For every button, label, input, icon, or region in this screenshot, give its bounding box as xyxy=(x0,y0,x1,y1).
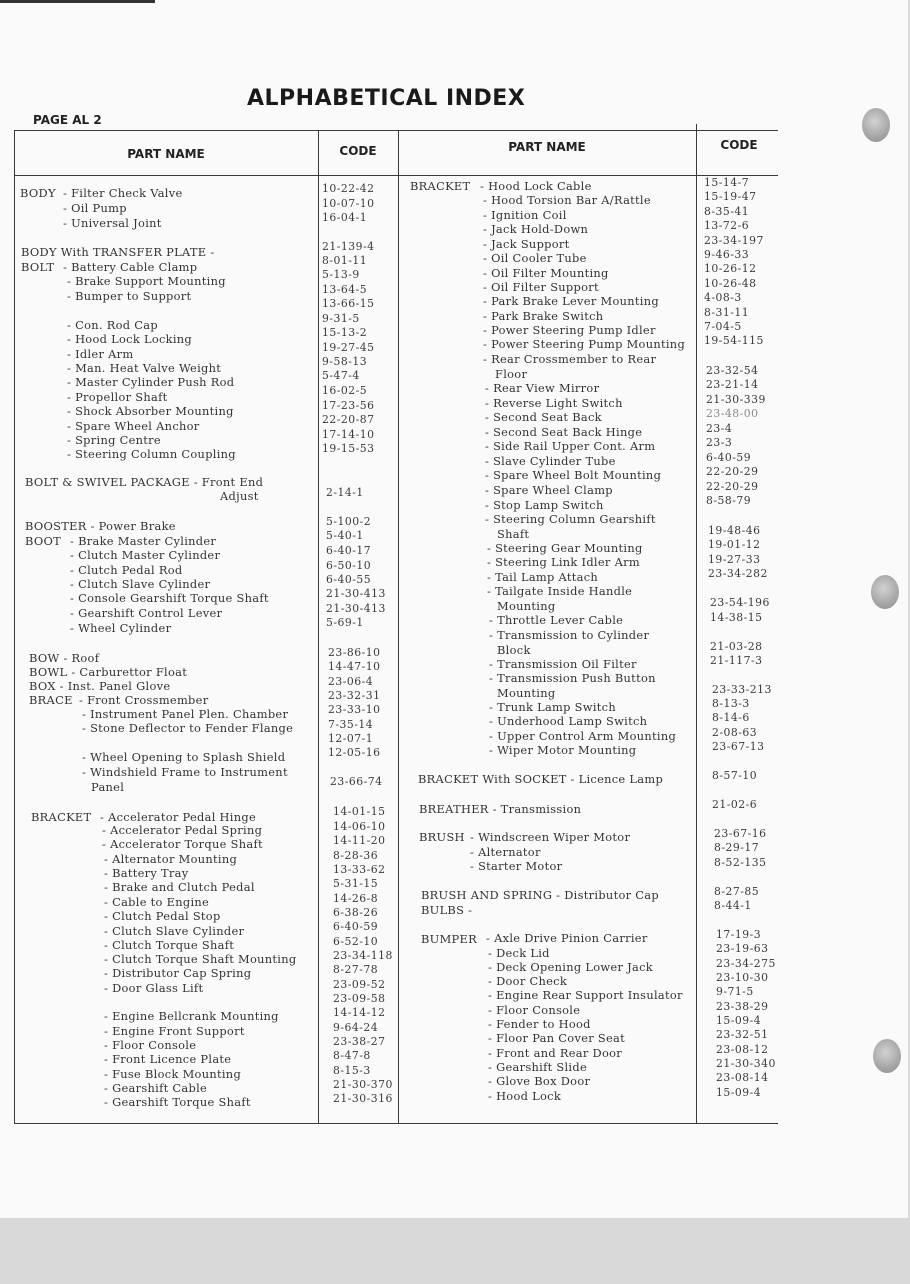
index-code: 2-08-63 xyxy=(712,726,758,739)
index-entry-text: - Spare Wheel Bolt Mounting xyxy=(485,468,662,482)
index-code: 17-19-3 xyxy=(716,928,762,941)
index-entry-text: - Shock Absorber Mounting xyxy=(67,404,234,418)
index-code: 19-27-33 xyxy=(708,553,761,566)
index-entry-text: - Filter Check Valve xyxy=(63,186,183,200)
index-code: 21-30-316 xyxy=(333,1092,393,1105)
index-entry-text: - Wheel Cylinder xyxy=(70,621,172,635)
index-entry-text: - Oil Pump xyxy=(63,201,127,215)
index-code: 14-47-10 xyxy=(328,660,381,673)
index-entry-text: - Power Steering Pump Idler xyxy=(483,323,656,337)
index-code: 21-30-413 xyxy=(326,587,386,600)
index-code: 13-33-62 xyxy=(333,863,386,876)
index-code: 23-38-29 xyxy=(716,1000,769,1013)
index-code: 23-08-12 xyxy=(716,1043,769,1056)
index-code: 23-4 xyxy=(706,422,733,435)
index-entry-text: - Clutch Torque Shaft Mounting xyxy=(104,952,297,966)
index-entry-text: - Jack Support xyxy=(483,237,570,251)
index-code: 21-117-3 xyxy=(710,654,763,667)
index-code: 23-38-27 xyxy=(333,1035,386,1048)
index-entry-text: Adjust xyxy=(220,489,259,503)
index-code: 10-22-42 xyxy=(322,182,375,195)
index-entry-text: - Brake and Clutch Pedal xyxy=(104,880,255,894)
index-code: 23-34-282 xyxy=(708,567,768,580)
index-code: 14-14-12 xyxy=(333,1006,386,1019)
page-title: ALPHABETICAL INDEX xyxy=(247,86,526,111)
index-entry-text: - Throttle Lever Cable xyxy=(489,613,624,627)
index-code: 8-28-36 xyxy=(333,849,379,862)
index-entry-text: BRUSH xyxy=(419,830,465,844)
index-code: 19-27-45 xyxy=(322,341,375,354)
index-code: 8-44-1 xyxy=(714,899,752,912)
index-entry-text: - Idler Arm xyxy=(67,347,134,361)
index-entry-text: - Second Seat Back Hinge xyxy=(485,425,643,439)
index-code: 23-32-51 xyxy=(716,1028,769,1041)
index-entry-text: - Man. Heat Valve Weight xyxy=(67,361,222,375)
index-entry-text: - Deck Lid xyxy=(488,946,550,960)
index-code: 14-38-15 xyxy=(710,611,763,624)
index-entry-text: - Spring Centre xyxy=(67,433,161,447)
index-code: 23-86-10 xyxy=(328,646,381,659)
index-entry-text: - Engine Front Support xyxy=(104,1024,245,1038)
index-entry-text: - Steering Column Gearshift xyxy=(485,512,656,526)
index-entry-text: - Fuse Block Mounting xyxy=(104,1067,242,1081)
index-entry-text: - Alternator xyxy=(470,845,541,859)
header-code-left: CODE xyxy=(339,144,377,158)
index-code: 13-66-15 xyxy=(322,297,375,310)
index-code: 8-47-8 xyxy=(333,1049,371,1062)
punch-hole xyxy=(862,108,890,142)
left-border xyxy=(14,130,15,1123)
index-entry-text: Floor xyxy=(495,367,528,381)
index-entry-text: - Deck Opening Lower Jack xyxy=(488,960,653,974)
index-entry-text: - Floor Console xyxy=(488,1003,581,1017)
index-entry-text: BUMPER xyxy=(421,932,477,946)
index-code: 13-72-6 xyxy=(704,219,750,232)
index-entry-text: BOX - Inst. Panel Glove xyxy=(29,679,171,693)
index-entry-text: - Spare Wheel Clamp xyxy=(485,483,613,497)
index-entry-text: Shaft xyxy=(497,527,530,541)
index-entry-text: BREATHER - Transmission xyxy=(419,802,582,816)
index-code: 9-71-5 xyxy=(716,985,754,998)
index-entry-text: BODY xyxy=(20,186,56,200)
index-entry-text: - Slave Cylinder Tube xyxy=(485,454,616,468)
index-code: 22-20-29 xyxy=(706,480,759,493)
index-entry-text: Panel xyxy=(91,780,125,794)
punch-hole xyxy=(873,1039,901,1073)
index-code: 8-01-11 xyxy=(322,254,368,267)
index-entry-text: - Gearshift Torque Shaft xyxy=(104,1095,251,1109)
index-entry-text: - Rear View Mirror xyxy=(485,381,600,395)
index-entry-text: - Stone Deflector to Fender Flange xyxy=(82,721,294,735)
index-code: 8-14-6 xyxy=(712,711,750,724)
index-code: 10-07-10 xyxy=(322,197,375,210)
index-entry-text: - Universal Joint xyxy=(63,216,162,230)
table-bottom-rule xyxy=(14,1123,778,1124)
index-code: 4-08-3 xyxy=(704,291,742,304)
index-code: 23-33-10 xyxy=(328,703,381,716)
index-entry-text: - Stop Lamp Switch xyxy=(485,498,604,512)
index-entry-text: - Transmission Push Button xyxy=(489,671,656,685)
index-code: 15-13-2 xyxy=(322,326,368,339)
index-code: 12-07-1 xyxy=(328,732,374,745)
index-code: 6-40-55 xyxy=(326,573,372,586)
index-code: 8-57-10 xyxy=(712,769,758,782)
index-entry-text: - Jack Hold-Down xyxy=(483,222,589,236)
index-entry-text: - Park Brake Switch xyxy=(483,309,604,323)
index-entry-text: - Gearshift Control Lever xyxy=(70,606,223,620)
index-entry-text: - Clutch Slave Cylinder xyxy=(70,577,211,591)
index-code: 21-30-339 xyxy=(706,393,766,406)
index-code: 8-35-41 xyxy=(704,205,750,218)
punch-hole xyxy=(871,575,899,609)
index-entry-text: - Con. Rod Cap xyxy=(67,318,158,332)
index-entry-text: Block xyxy=(497,643,531,657)
index-code: 23-19-63 xyxy=(716,942,769,955)
index-code: 21-139-4 xyxy=(322,240,375,253)
index-code: 2-14-1 xyxy=(326,486,364,499)
index-entry-text: - Wheel Opening to Splash Shield xyxy=(82,750,286,764)
index-code: 19-48-46 xyxy=(708,524,761,537)
index-entry-text: - Alternator Mounting xyxy=(104,852,238,866)
index-code: 5-31-15 xyxy=(333,877,379,890)
index-entry-text: - Battery Tray xyxy=(104,866,189,880)
index-code: 19-01-12 xyxy=(708,538,761,551)
index-code: 21-30-413 xyxy=(326,602,386,615)
index-entry-text: - Side Rail Upper Cont. Arm xyxy=(485,439,656,453)
index-code: 8-15-3 xyxy=(333,1064,371,1077)
index-code: 16-02-5 xyxy=(322,384,368,397)
index-entry-text: - Upper Control Arm Mounting xyxy=(489,729,677,743)
index-code: 23-09-52 xyxy=(333,978,386,991)
index-entry-text: - Clutch Master Cylinder xyxy=(70,548,221,562)
index-entry-text: - Starter Motor xyxy=(470,859,563,873)
index-code: 22-20-29 xyxy=(706,465,759,478)
index-entry-text: - Park Brake Lever Mounting xyxy=(483,294,659,308)
index-code: 14-01-15 xyxy=(333,805,386,818)
index-entry-text: - Spare Wheel Anchor xyxy=(67,419,200,433)
index-entry-text: - Bumper to Support xyxy=(67,289,192,303)
index-entry-text: - Distributor Cap Spring xyxy=(104,966,252,980)
right-code-divider xyxy=(696,124,697,1123)
index-code: 5-47-4 xyxy=(322,369,360,382)
index-code: 6-40-59 xyxy=(333,920,379,933)
index-entry-text: - Front and Rear Door xyxy=(488,1046,623,1060)
top-edge-mark xyxy=(0,0,155,3)
index-code: 23-08-14 xyxy=(716,1071,769,1084)
index-code: 5-100-2 xyxy=(326,515,372,528)
index-code: 8-27-85 xyxy=(714,885,760,898)
index-entry-text: - Steering Column Coupling xyxy=(67,447,236,461)
index-entry-text: BOLT xyxy=(21,260,55,274)
index-entry-text: - Second Seat Back xyxy=(485,410,602,424)
index-entry-text: - Underhood Lamp Switch xyxy=(489,714,648,728)
index-entry-text: BOWL - Carburettor Float xyxy=(29,665,188,679)
index-entry-text: - Engine Rear Support Insulator xyxy=(488,988,683,1002)
index-code: 15-09-4 xyxy=(716,1086,762,1099)
index-entry-text: - Transmission to Cylinder xyxy=(489,628,650,642)
index-code: 7-04-5 xyxy=(704,320,742,333)
index-code: 23-09-58 xyxy=(333,992,386,1005)
index-code: 23-66-74 xyxy=(330,775,383,788)
index-code: 9-46-33 xyxy=(704,248,750,261)
index-entry-text: - Accelerator Pedal Spring xyxy=(102,823,263,837)
index-code: 19-15-53 xyxy=(322,442,375,455)
index-entry-text: - Hood Lock Cable xyxy=(480,179,592,193)
index-code: 6-40-17 xyxy=(326,544,372,557)
index-code: 23-33-213 xyxy=(712,683,772,696)
page-label: PAGE AL 2 xyxy=(33,113,102,127)
index-code: 23-48-00 xyxy=(706,407,759,420)
index-code: 15-19-47 xyxy=(704,190,757,203)
index-entry-text: - Clutch Pedal Stop xyxy=(104,909,221,923)
index-entry-text: - Fender to Hood xyxy=(488,1017,591,1031)
index-code: 21-30-340 xyxy=(716,1057,776,1070)
index-entry-text: BRUSH AND SPRING - Distributor Cap xyxy=(421,888,659,902)
index-entry-text: - Tail Lamp Attach xyxy=(487,570,599,584)
index-code: 5-40-1 xyxy=(326,529,364,542)
index-entry-text: - Hood Lock xyxy=(488,1089,562,1103)
index-entry-text: - Axle Drive Pinion Carrier xyxy=(486,931,648,945)
index-code: 19-54-115 xyxy=(704,334,764,347)
header-code-right: CODE xyxy=(720,138,758,152)
table-top-rule xyxy=(14,130,778,131)
index-entry-text: - Battery Cable Clamp xyxy=(63,260,198,274)
index-entry-text: Mounting xyxy=(497,686,556,700)
index-entry-text: - Brake Support Mounting xyxy=(67,274,226,288)
index-code: 16-04-1 xyxy=(322,211,368,224)
index-entry-text: - Hood Lock Locking xyxy=(67,332,193,346)
index-code: 6-40-59 xyxy=(706,451,752,464)
index-code: 14-11-20 xyxy=(333,834,386,847)
index-code: 21-30-370 xyxy=(333,1078,393,1091)
index-entry-text: BRACKET With SOCKET - Licence Lamp xyxy=(418,772,664,786)
index-code: 15-09-4 xyxy=(716,1014,762,1027)
index-entry-text: - Rear Crossmember to Rear xyxy=(483,352,657,366)
index-entry-text: - Reverse Light Switch xyxy=(485,396,623,410)
index-code: 9-64-24 xyxy=(333,1021,379,1034)
index-entry-text: - Tailgate Inside Handle xyxy=(487,584,633,598)
index-entry-text: - Glove Box Door xyxy=(488,1074,591,1088)
index-code: 5-13-9 xyxy=(322,268,360,281)
index-entry-text: - Trunk Lamp Switch xyxy=(489,700,616,714)
index-entry-text: BRACKET xyxy=(410,179,471,193)
index-code: 23-06-4 xyxy=(328,675,374,688)
index-code: 8-31-11 xyxy=(704,306,750,319)
index-entry-text: BULBS - xyxy=(421,903,473,917)
index-entry-text: - Brake Master Cylinder xyxy=(70,534,217,548)
index-code: 10-26-12 xyxy=(704,262,757,275)
index-code: 22-20-87 xyxy=(322,413,375,426)
index-code: 8-58-79 xyxy=(706,494,752,507)
index-entry-text: - Oil Cooler Tube xyxy=(483,251,587,265)
index-code: 23-34-197 xyxy=(704,234,764,247)
index-entry-text: - Cable to Engine xyxy=(104,895,210,909)
index-code: 5-69-1 xyxy=(326,616,364,629)
index-entry-text: - Steering Link Idler Arm xyxy=(487,555,640,569)
index-code: 23-34-275 xyxy=(716,957,776,970)
index-entry-text: - Engine Bellcrank Mounting xyxy=(104,1009,279,1023)
center-divider xyxy=(398,130,399,1123)
index-entry-text: - Transmission Oil Filter xyxy=(489,657,637,671)
index-entry-text: - Clutch Torque Shaft xyxy=(104,938,235,952)
index-entry-text: - Windshield Frame to Instrument xyxy=(82,765,288,779)
index-code: 8-13-3 xyxy=(712,697,750,710)
index-code: 8-52-135 xyxy=(714,856,767,869)
index-code: 8-27-78 xyxy=(333,963,379,976)
index-code: 10-26-48 xyxy=(704,277,757,290)
index-code: 14-06-10 xyxy=(333,820,386,833)
left-code-divider xyxy=(318,130,319,1123)
index-entry-text: - Front Licence Plate xyxy=(104,1052,232,1066)
index-entry-text: BRACKET xyxy=(31,810,92,824)
header-bottom-rule xyxy=(14,175,778,176)
index-entry-text: - Hood Torsion Bar A/Rattle xyxy=(483,193,651,207)
index-entry-text: - Floor Pan Cover Seat xyxy=(488,1031,626,1045)
index-entry-text: BOOT xyxy=(25,534,62,548)
index-entry-text: - Oil Filter Mounting xyxy=(483,266,609,280)
index-code: 8-29-17 xyxy=(714,841,760,854)
index-entry-text: - Power Steering Pump Mounting xyxy=(483,337,686,351)
index-entry-text: - Wiper Motor Mounting xyxy=(489,743,637,757)
index-code: 6-50-10 xyxy=(326,559,372,572)
index-entry-text: - Door Glass Lift xyxy=(104,981,204,995)
index-entry-text: - Steering Gear Mounting xyxy=(487,541,643,555)
index-entry-text: BRACE xyxy=(29,693,73,707)
index-code: 23-3 xyxy=(706,436,733,449)
index-entry-text: - Windscreen Wiper Motor xyxy=(470,830,631,844)
index-code: 23-67-13 xyxy=(712,740,765,753)
index-entry-text: Mounting xyxy=(497,599,556,613)
index-code: 23-67-16 xyxy=(714,827,767,840)
index-code: 15-14-7 xyxy=(704,176,750,189)
index-code: 12-05-16 xyxy=(328,746,381,759)
index-entry-text: BOLT & SWIVEL PACKAGE - Front End xyxy=(25,475,264,489)
index-code: 21-02-6 xyxy=(712,798,758,811)
index-code: 6-38-26 xyxy=(333,906,379,919)
header-part-name-right: PART NAME xyxy=(508,140,586,154)
index-entry-text: - Clutch Slave Cylinder xyxy=(104,924,245,938)
index-code: 23-54-196 xyxy=(710,596,770,609)
index-code: 9-31-5 xyxy=(322,312,360,325)
index-code: 23-21-14 xyxy=(706,378,759,391)
index-entry-text: - Gearshift Cable xyxy=(104,1081,208,1095)
index-code: 23-10-30 xyxy=(716,971,769,984)
header-part-name-left: PART NAME xyxy=(127,147,205,161)
index-code: 7-35-14 xyxy=(328,718,374,731)
index-entry-text: - Floor Console xyxy=(104,1038,197,1052)
index-code: 6-52-10 xyxy=(333,935,379,948)
index-entry-text: - Gearshift Slide xyxy=(488,1060,588,1074)
index-code: 23-32-31 xyxy=(328,689,381,702)
index-entry-text: BODY With TRANSFER PLATE - xyxy=(21,245,215,259)
index-entry-text: - Door Check xyxy=(488,974,568,988)
index-entry-text: - Console Gearshift Torque Shaft xyxy=(70,591,269,605)
index-code: 9-58-13 xyxy=(322,355,368,368)
index-code: 17-23-56 xyxy=(322,399,375,412)
index-code: 17-14-10 xyxy=(322,428,375,441)
index-code: 14-26-8 xyxy=(333,892,379,905)
index-code: 23-32-54 xyxy=(706,364,759,377)
index-entry-text: - Accelerator Torque Shaft xyxy=(102,837,263,851)
index-entry-text: - Master Cylinder Push Rod xyxy=(67,375,235,389)
index-entry-text: BOW - Roof xyxy=(29,651,100,665)
index-entry-text: - Clutch Pedal Rod xyxy=(70,563,183,577)
index-code: 13-64-5 xyxy=(322,283,368,296)
index-entry-text: - Accelerator Pedal Hinge xyxy=(100,810,257,824)
index-entry-text: - Propellor Shaft xyxy=(67,390,168,404)
index-entry-text: - Oil Filter Support xyxy=(483,280,599,294)
index-code: 23-34-118 xyxy=(333,949,393,962)
index-entry-text: BOOSTER - Power Brake xyxy=(25,519,176,533)
index-code: 21-03-28 xyxy=(710,640,763,653)
index-entry-text: - Front Crossmember xyxy=(79,693,209,707)
index-entry-text: - Instrument Panel Plen. Chamber xyxy=(82,707,289,721)
index-entry-text: - Ignition Coil xyxy=(483,208,567,222)
